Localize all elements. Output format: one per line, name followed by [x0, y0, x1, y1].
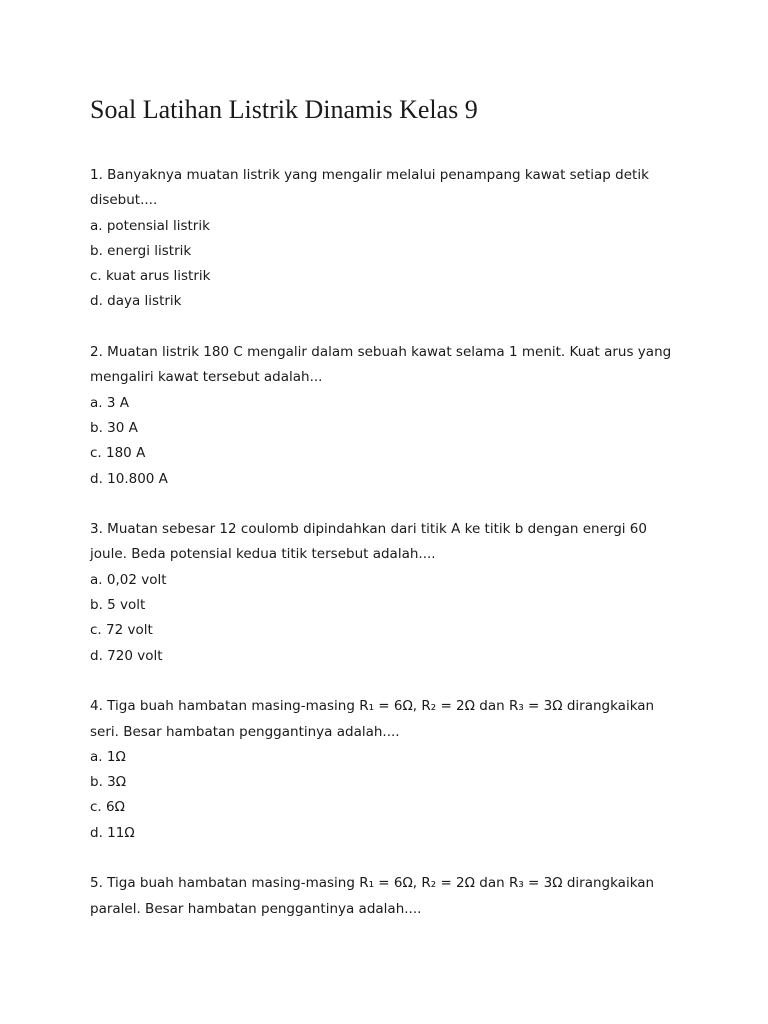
answer-option-c: c. 180 A: [90, 445, 146, 462]
answer-option-b: b. 30 A: [90, 419, 138, 436]
answer-option-a: a. 0,02 volt: [90, 571, 167, 588]
answer-option-c: c. kuat arus listrik: [90, 268, 211, 285]
answer-option-b: b. 3Ω: [90, 774, 127, 791]
question-1: [90, 163, 710, 315]
answer-option-c: c. 72 volt: [90, 622, 153, 639]
question-text: 2. Muatan listrik 180 C mengalir dalam sebuah kawat selama 1 menit. Kuat arus yang mengaliri kawat tersebut adalah...: [90, 344, 672, 386]
answer-option-c: c. 6Ω: [90, 799, 125, 816]
answer-option-a: a. 3 A: [90, 394, 129, 411]
question-text: 5. Tiga buah hambatan masing-masing R₁ = 6Ω, R₂ = 2Ω dan R₃ = 3Ω dirangkaikan paralel. Besar hambatan penggantinya adalah....: [90, 875, 655, 917]
document-title: Soal Latihan Listrik Dinamis Kelas 9: [90, 95, 478, 124]
answer-option-b: b. 5 volt: [90, 597, 146, 614]
question-5: [90, 871, 710, 922]
question-3: [90, 517, 710, 669]
question-list: [90, 163, 710, 947]
question-text: 1. Banyaknya muatan listrik yang mengalir melalui penampang kawat setiap detik disebut....: [90, 167, 649, 209]
answer-option-a: a. 1Ω: [90, 748, 126, 765]
answer-option-a: a. potensial listrik: [90, 217, 210, 234]
question-4: [90, 694, 710, 846]
answer-option-d: d. 720 volt: [90, 647, 163, 664]
question-text: 3. Muatan sebesar 12 coulomb dipindahkan dari titik A ke titik b dengan energi 60 joule. Beda potensial kedua titik tersebut adalah....: [90, 521, 647, 563]
answer-option-b: b. energi listrik: [90, 242, 192, 259]
answer-option-d: d. daya listrik: [90, 293, 182, 310]
question-text: 4. Tiga buah hambatan masing-masing R₁ = 6Ω, R₂ = 2Ω dan R₃ = 3Ω dirangkaikan seri. Besar hambatan penggantinya adalah....: [90, 698, 655, 740]
answer-option-d: d. 11Ω: [90, 824, 135, 841]
answer-option-d: d. 10.800 A: [90, 470, 168, 487]
question-2: [90, 340, 710, 492]
